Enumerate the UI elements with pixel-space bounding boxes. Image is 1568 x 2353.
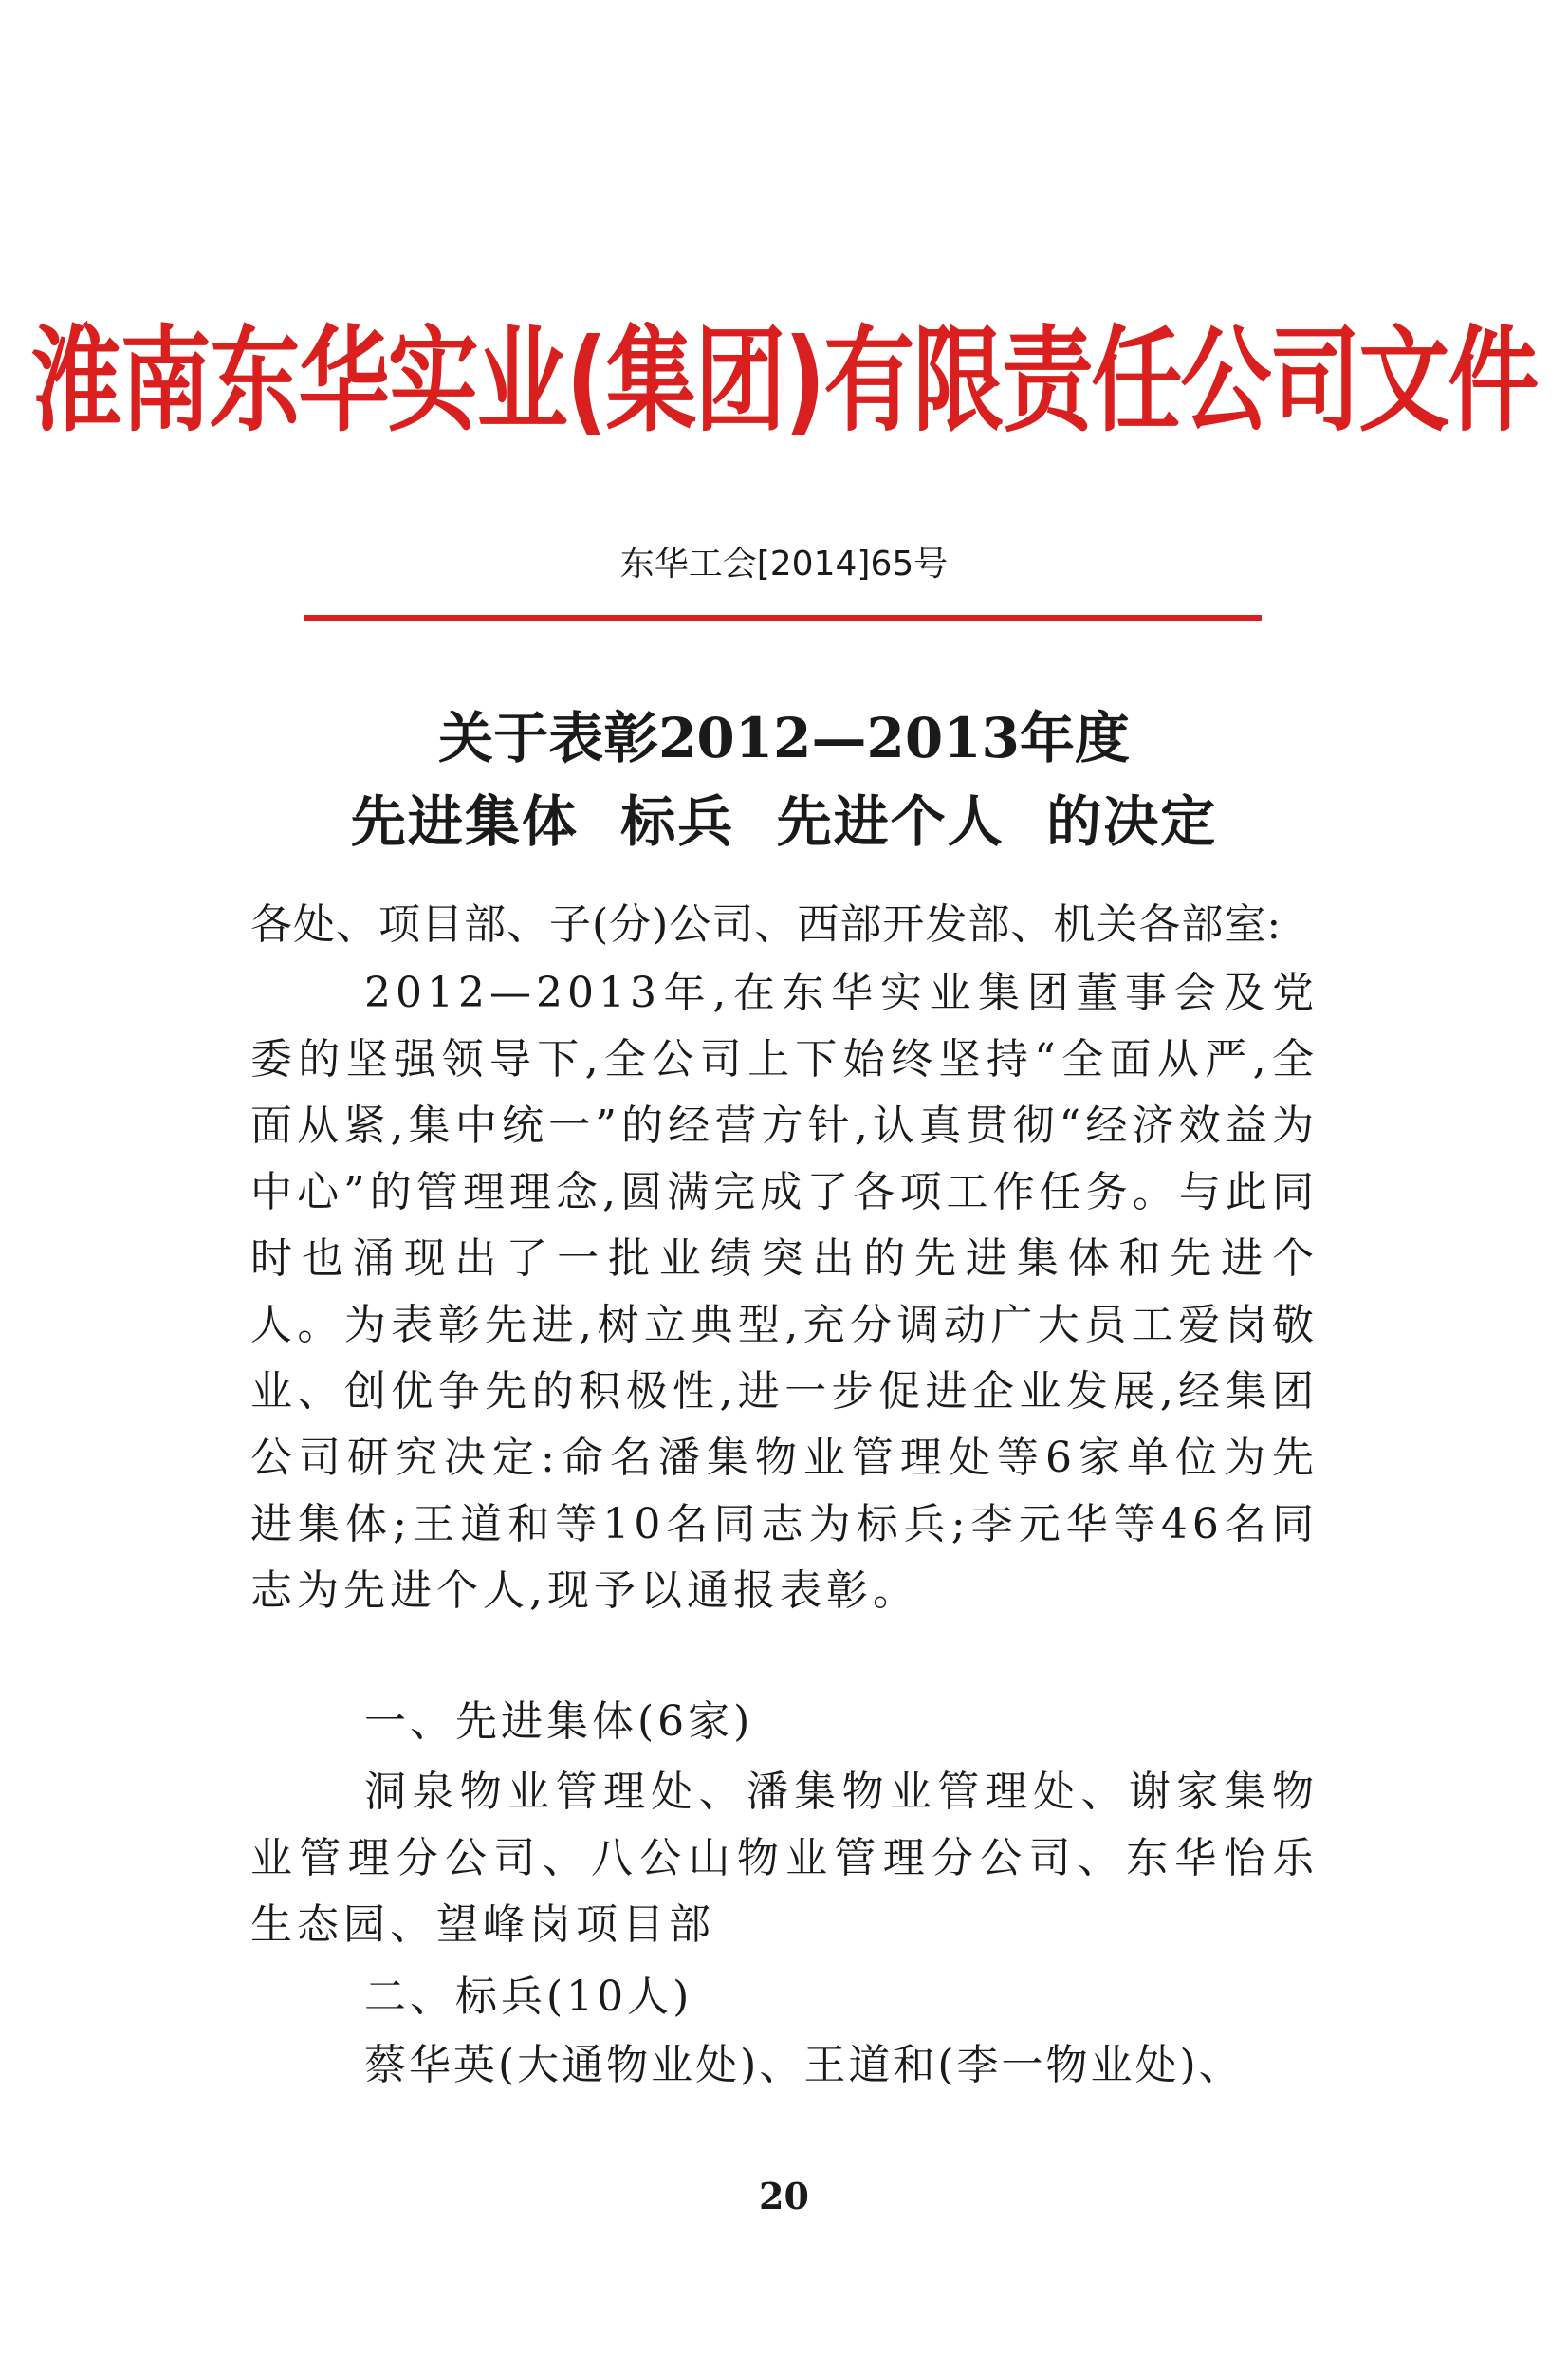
document-title-line-1: 关于表彰2012—2013年度: [438, 706, 1130, 770]
advanced-collectives-list: 洞泉物业管理处、潘集物业管理处、谢家集物业管理分公司、八公山物业管理分公司、东华怡乐生态园、望峰岗项目部: [250, 1768, 1319, 1949]
addressee-line: 各处、项目部、子(分)公司、西部开发部、机关各部室:: [250, 900, 1282, 949]
model-workers-list: 蔡华英(大通物业处)、王道和(李一物业处)、: [364, 2041, 1244, 2089]
section-heading-model-workers: 二、标兵(10人): [364, 1973, 693, 2021]
body-paragraph: 2012—2013年,在东华实业集团董事会及党委的坚强领导下,全公司上下始终坚持“全面从严,全面从紧,集中统一”的经营方针,认真贯彻“经济效益为中心”的管理理念,圆满完成了各项工作任务。与此同时也涌现出了一批业绩突出的先进集体和先进个人。为表彰先进,树立典型,充分调动广大员工爱岗敬业、创优争先的积极性,进一步促进企业发展,经集团公司研究决定:命名潘集物业管理处等6家单位为先进集体;王道和等10名同志为标兵;李元华等46名同志为先进个人,现予以通报表彰。: [250, 969, 1319, 1615]
section-heading-advanced-collectives: 一、先进集体(6家): [364, 1697, 754, 1746]
document-number: 东华工会[2014]65号: [619, 545, 949, 584]
org-header-title: 淮南东华实业(集团)有限责任公司文件: [30, 314, 1538, 448]
red-divider-line: [304, 615, 1262, 621]
page-number: 20: [759, 2175, 809, 2217]
document-title-line-2: 先进集体 标兵 先进个人 的决定: [350, 789, 1218, 854]
